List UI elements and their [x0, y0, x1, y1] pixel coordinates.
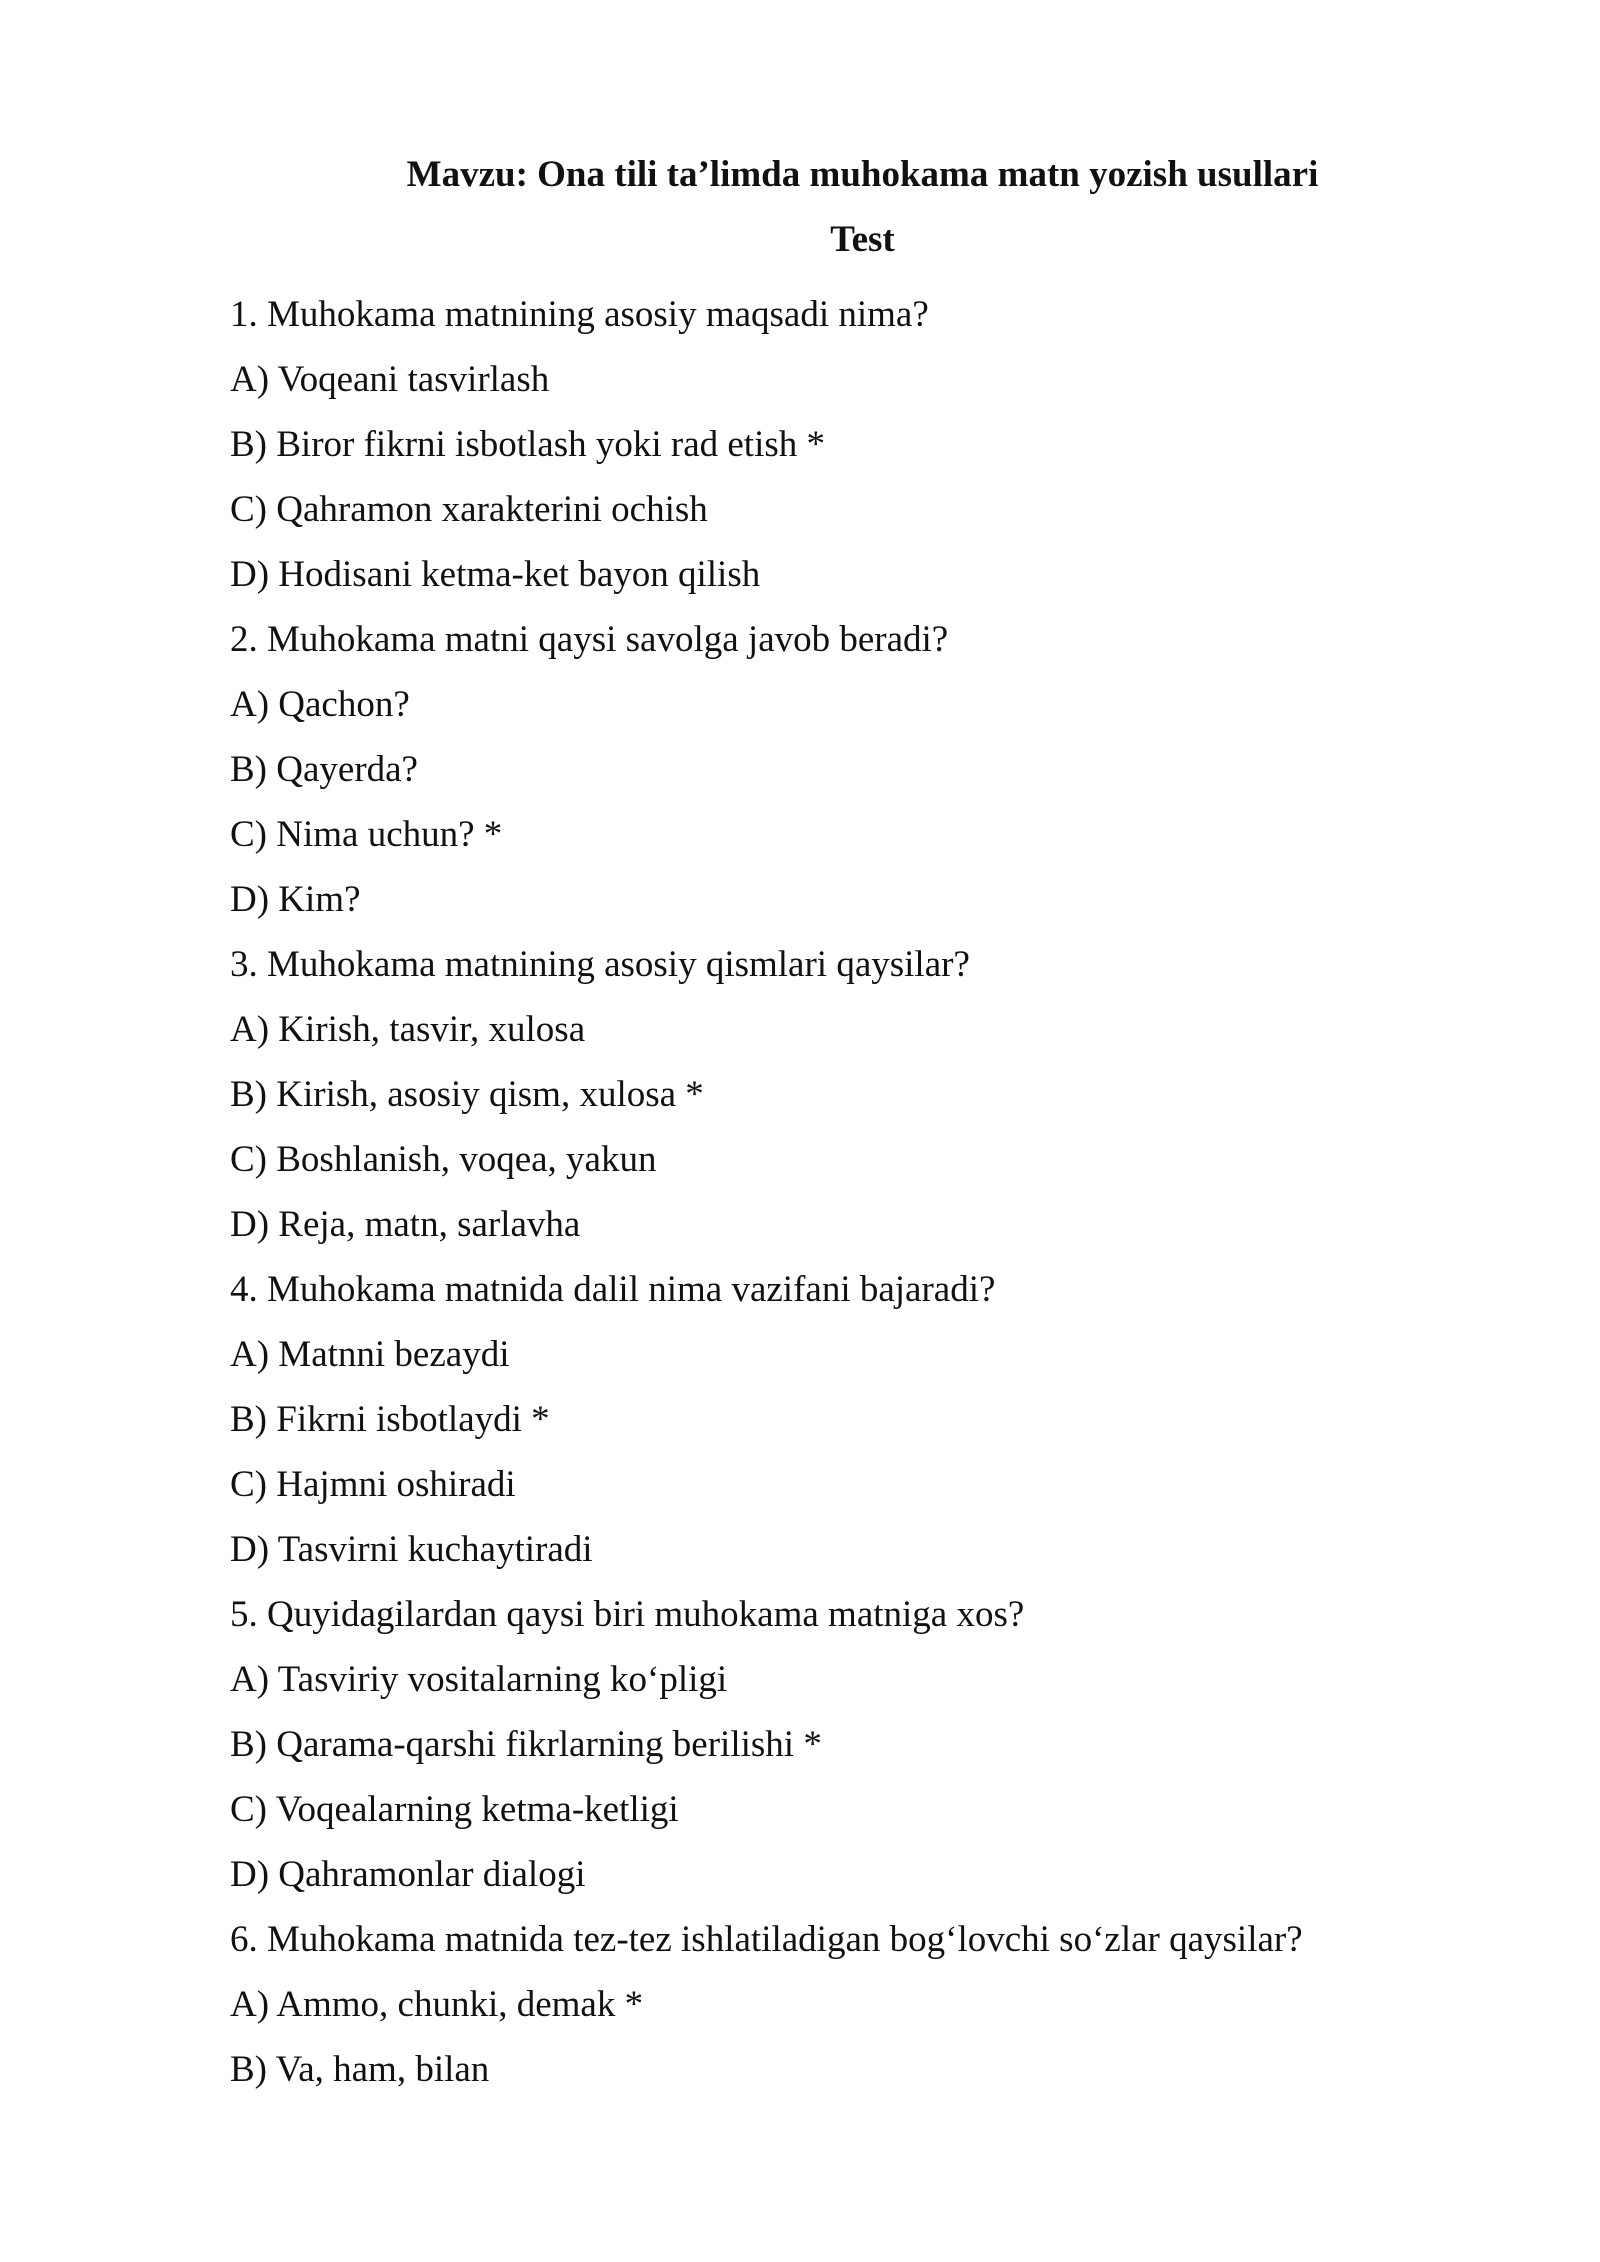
question-text: 2. Muhokama matni qaysi savolga javob beradi?	[230, 619, 949, 660]
answer-option: B) Kirish, asosiy qism, xulosa *	[230, 1074, 704, 1115]
answer-option: D) Tasvirni kuchaytiradi	[230, 1529, 593, 1570]
answer-option: C) Hajmni oshiradi	[230, 1464, 516, 1505]
answer-option: A) Voqeani tasvirlash	[230, 359, 550, 400]
question-list	[230, 282, 1430, 2102]
answer-option: D) Hodisani ketma-ket bayon qilish	[230, 554, 761, 595]
answer-option: D) Kim?	[230, 879, 361, 920]
answer-option: A) Ammo, chunki, demak *	[230, 1984, 644, 2025]
answer-option: C) Boshlanish, voqea, yakun	[230, 1139, 657, 1180]
document-title: Mavzu: Ona tili ta’limda muhokama matn yozish usullari	[406, 154, 1319, 195]
answer-option: B) Fikrni isbotlaydi *	[230, 1399, 550, 1440]
question-text: 5. Quyidagilardan qaysi biri muhokama matniga xos?	[230, 1594, 1025, 1635]
answer-option: B) Qarama-qarshi fikrlarning berilishi *	[230, 1724, 822, 1765]
answer-option: B) Qayerda?	[230, 749, 418, 790]
document-subtitle: Test	[830, 219, 895, 260]
answer-option: C) Voqealarning ketma-ketligi	[230, 1789, 679, 1830]
answer-option: A) Kirish, tasvir, xulosa	[230, 1009, 586, 1050]
answer-option: C) Qahramon xarakterini ochish	[230, 489, 708, 530]
answer-option: B) Va, ham, bilan	[230, 2049, 490, 2090]
answer-option: A) Tasviriy vositalarning ko‘pligi	[230, 1659, 728, 1700]
question-text: 3. Muhokama matnining asosiy qismlari qaysilar?	[230, 944, 970, 985]
answer-option: D) Qahramonlar dialogi	[230, 1854, 586, 1895]
answer-option: B) Biror fikrni isbotlash yoki rad etish *	[230, 424, 826, 465]
answer-option: A) Qachon?	[230, 684, 410, 725]
answer-option: A) Matnni bezaydi	[230, 1334, 510, 1375]
question-text: 6. Muhokama matnida tez-tez ishlatiladigan bog‘lovchi so‘zlar qaysilar?	[230, 1919, 1303, 1960]
question-text: 4. Muhokama matnida dalil nima vazifani bajaradi?	[230, 1269, 996, 1310]
answer-option: D) Reja, matn, sarlavha	[230, 1204, 581, 1245]
answer-option: C) Nima uchun? *	[230, 814, 503, 855]
question-text: 1. Muhokama matnining asosiy maqsadi nima?	[230, 294, 929, 335]
